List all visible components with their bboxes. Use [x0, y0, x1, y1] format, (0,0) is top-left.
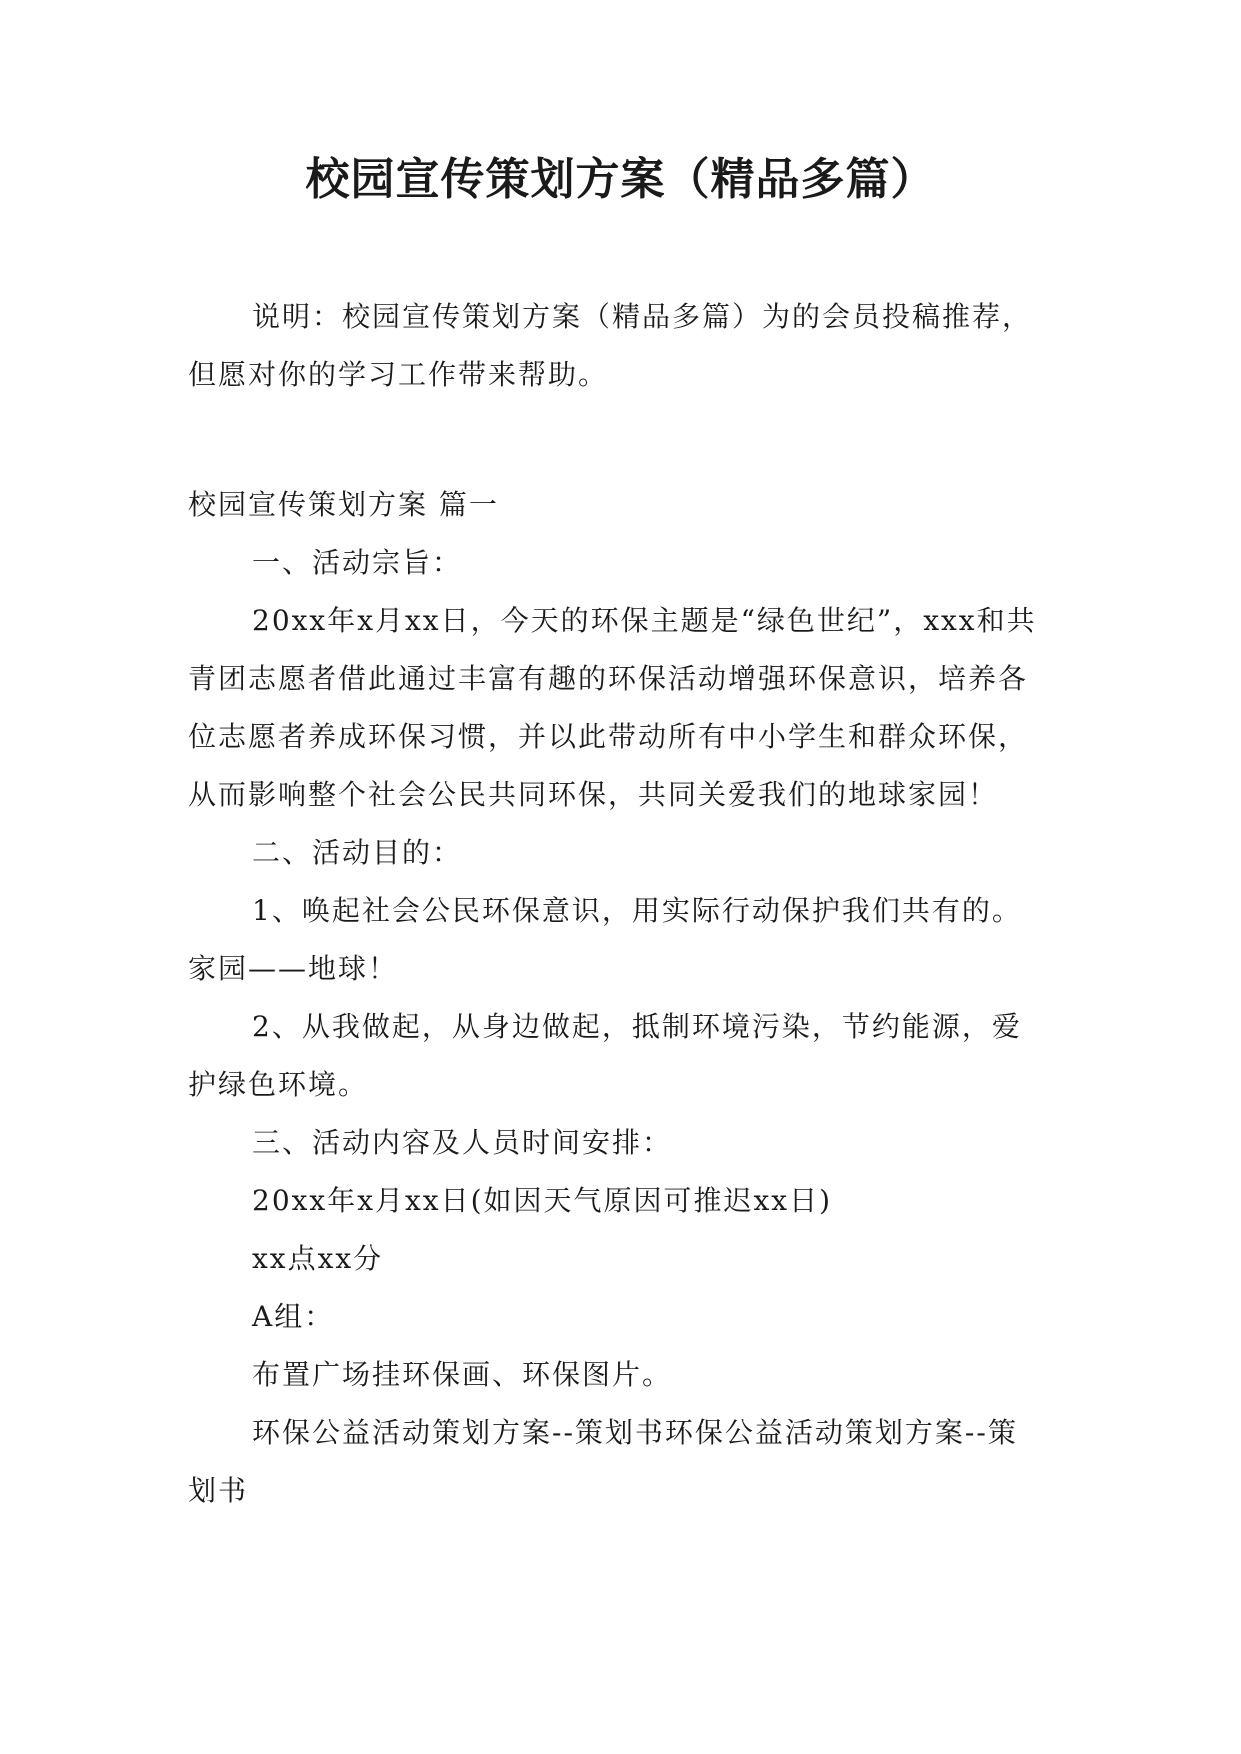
closing-paragraph: 环保公益活动策划方案--策划书环保公益活动策划方案--策划书 [188, 1416, 1018, 1507]
schedule-time: xx点xx分 [252, 1242, 384, 1275]
paragraph-purpose-body: 20xx年x月xx日，今天的环保主题是“绿色世纪”，xxx和共青团志愿者借此通过丰富有趣的环保活动增强环保意识，培养各位志愿者养成环保习惯，并以此带动所有中小学生和群众环保，从而影响整个社会公民共同环保，共同关爱我们的地球家园！ [188, 604, 1037, 811]
paragraph-gap [188, 404, 1046, 476]
group-a-task: 布置广场挂环保画、环保图片。 [252, 1358, 673, 1391]
heading-activity-goal: 二、活动目的： [252, 836, 463, 869]
heading-activity-purpose: 一、活动宗旨： [252, 546, 463, 579]
document-body [188, 288, 1046, 1520]
heading-activity-schedule: 三、活动内容及人员时间安排： [252, 1126, 673, 1159]
goal-item-2: 2、从我做起，从身边做起，抵制环境污染，节约能源，爱护绿色环境。 [188, 1010, 1022, 1101]
goal-item-1: 1、唤起社会公民环保意识，用实际行动保护我们共有的。家园——地球！ [188, 894, 1022, 985]
schedule-date: 20xx年x月xx日(如因天气原因可推迟xx日) [252, 1184, 833, 1217]
document-title: 校园宣传策划方案（精品多篇） [305, 154, 936, 205]
intro-paragraph: 说明：校园宣传策划方案（精品多篇）为的会员投稿推荐，但愿对你的学习工作带来帮助。 [188, 300, 1033, 391]
section-heading: 校园宣传策划方案 篇一 [188, 488, 499, 521]
group-a-label: A组： [252, 1300, 335, 1333]
